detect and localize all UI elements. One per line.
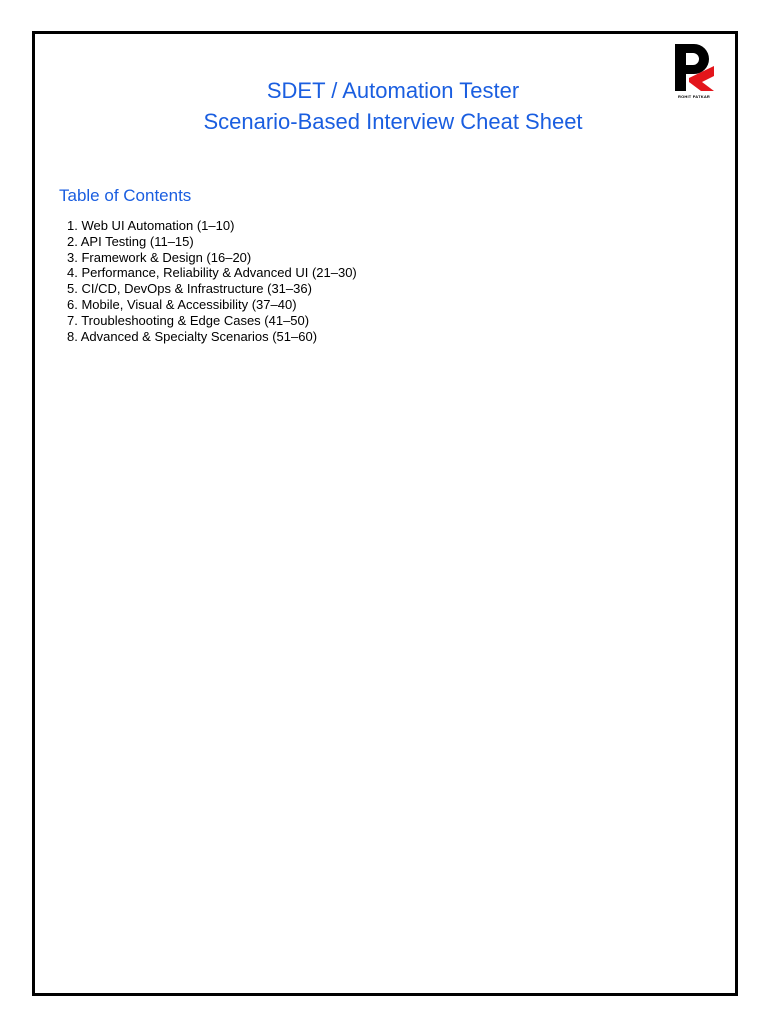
toc-item[interactable]: 7. Troubleshooting & Edge Cases (41–50) [67,312,310,328]
page-border [32,31,738,996]
document-title-line-1: SDET / Automation Tester [266,78,520,103]
toc-item[interactable]: 4. Performance, Reliability & Advanced UI (21–30) [67,265,357,281]
toc-item[interactable]: 8. Advanced & Specialty Scenarios (51–60) [67,328,318,344]
toc-item[interactable]: 3. Framework & Design (16–20) [67,249,252,265]
toc-item[interactable]: 1. Web UI Automation (1–10) [67,218,235,233]
toc-item[interactable]: 2. API Testing (11–15) [67,233,194,249]
toc-list [67,218,357,344]
toc-heading: Table of Contents [59,186,192,205]
document-title-line-2: Scenario-Based Interview Cheat Sheet [203,109,583,134]
toc-item[interactable]: 6. Mobile, Visual & Accessibility (37–40) [67,296,297,312]
toc-item[interactable]: 5. CI/CD, DevOps & Infrastructure (31–36) [67,281,312,297]
logo-caption: ROHIT PATKAR [677,94,711,99]
